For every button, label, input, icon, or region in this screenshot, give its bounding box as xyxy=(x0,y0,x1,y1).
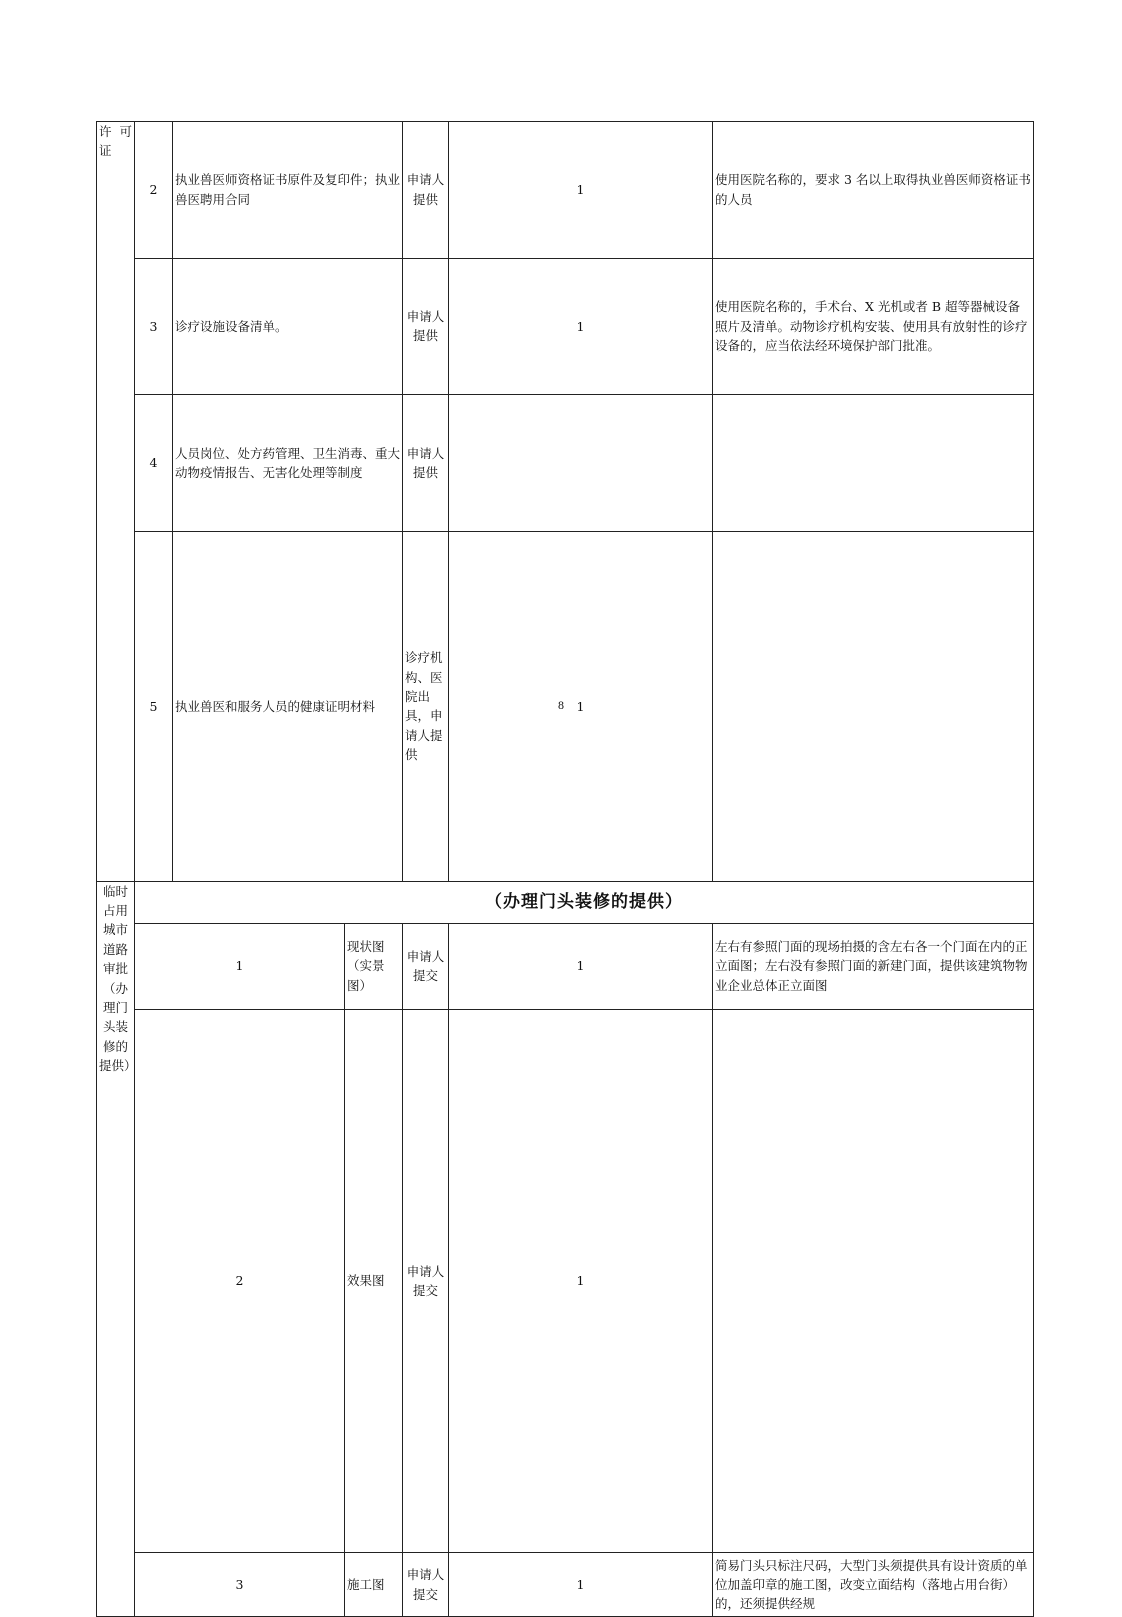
material-name: 人员岗位、处方药管理、卫生消毒、重大动物疫情报告、无害化处理等制度 xyxy=(173,395,403,532)
material-name: 执业兽医和服务人员的健康证明材料 xyxy=(173,531,403,881)
material-name: 施工图 xyxy=(345,1553,403,1617)
category-cell-permit: 许 可证 xyxy=(97,122,135,882)
requirements-table xyxy=(96,121,1034,1617)
copies-cell: 1 xyxy=(449,531,713,881)
requirements-cell: 左右有参照门面的现场拍摄的含左右各一个门面在内的正立面图；左右没有参照门面的新建门面，提供该建筑物物业企业总体正立面图 xyxy=(713,923,1034,1009)
material-name: 效果图 xyxy=(345,1009,403,1553)
item-number: 5 xyxy=(135,531,173,881)
table-row xyxy=(97,258,1034,395)
item-number: 4 xyxy=(135,395,173,532)
copies-cell xyxy=(449,395,713,532)
copies-cell: 1 xyxy=(449,1553,713,1617)
material-name: 诊疗设施设备清单。 xyxy=(173,258,403,395)
item-number: 3 xyxy=(135,258,173,395)
requirements-cell: 使用医院名称的，要求 3 名以上取得执业兽医师资格证书的人员 xyxy=(713,122,1034,259)
item-number: 2 xyxy=(135,122,173,259)
provider-cell: 申请人提供 xyxy=(403,122,449,259)
provider-cell: 申请人提交 xyxy=(403,923,449,1009)
table-row xyxy=(97,1553,1034,1617)
provider-cell: 申请人提交 xyxy=(403,1009,449,1553)
requirements-cell: 使用医院名称的，手术台、X 光机或者 B 超等器械设备照片及清单。动物诊疗机构安装、使用具有放射性的诊疗设备的，应当依法经环境保护部门批准。 xyxy=(713,258,1034,395)
material-name: 执业兽医师资格证书原件及复印件；执业兽医聘用合同 xyxy=(173,122,403,259)
requirements-cell xyxy=(713,395,1034,532)
provider-cell: 诊疗机构、医院出具，申请人提供 xyxy=(403,531,449,881)
category-cell-road-approval: 临时占用城市道路审批（办理门头装修的提供） xyxy=(97,881,135,1617)
copies-cell: 1 xyxy=(449,1009,713,1553)
table-row xyxy=(97,1009,1034,1553)
material-name: 现状图（实景图） xyxy=(345,923,403,1009)
section-heading: （办理门头装修的提供） xyxy=(135,881,1034,923)
item-number: 2 xyxy=(135,1009,345,1553)
table-row xyxy=(97,395,1034,532)
page-number: 8 xyxy=(558,698,564,712)
requirements-cell: 简易门头只标注尺码，大型门头须提供具有设计资质的单位加盖印章的施工图，改变立面结构（落地占用台街）的，还须提供经规 xyxy=(713,1553,1034,1617)
provider-cell: 申请人提交 xyxy=(403,1553,449,1617)
copies-cell: 1 xyxy=(449,122,713,259)
copies-cell: 1 xyxy=(449,258,713,395)
copies-cell: 1 xyxy=(449,923,713,1009)
provider-cell: 申请人提供 xyxy=(403,395,449,532)
table-row xyxy=(97,923,1034,1009)
table-row xyxy=(97,881,1034,923)
item-number: 3 xyxy=(135,1553,345,1617)
item-number: 1 xyxy=(135,923,345,1009)
table-row xyxy=(97,122,1034,259)
requirements-cell xyxy=(713,1009,1034,1553)
provider-cell: 申请人提供 xyxy=(403,258,449,395)
